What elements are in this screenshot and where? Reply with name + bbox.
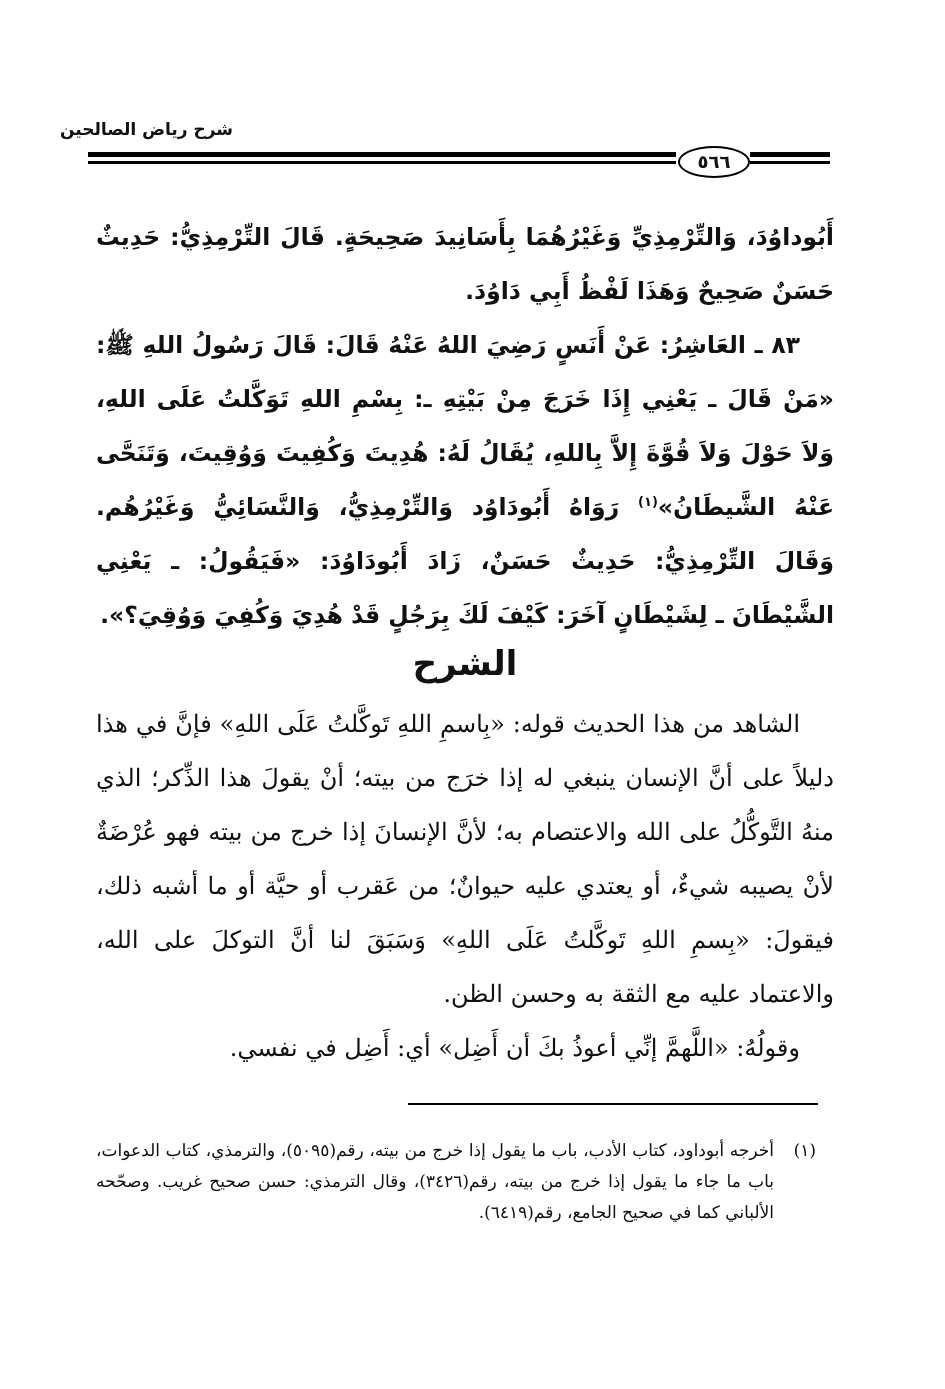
section-heading: الشرح bbox=[412, 644, 518, 684]
hadith-text-block bbox=[96, 210, 834, 642]
footnote-separator bbox=[408, 1103, 818, 1105]
hadith-paragraph bbox=[96, 318, 834, 642]
footnote-item bbox=[96, 1136, 816, 1229]
running-header-title: شرح رياض الصالحين bbox=[59, 120, 233, 140]
hadith-paragraph: أَبُوداوُدَ، وَالتِّرْمِذِيِّ وَغَيْرُهُمَا بِأَسَانِيدَ صَحِيحَةٍ. قَالَ التِّرْمِذِيُّ: حَدِيثٌ حَسَنٌ صَحِيحٌ وَهَذَا لَفْظُ أَبِي دَاوُدَ. bbox=[96, 223, 834, 305]
header-rule-right bbox=[750, 152, 830, 168]
hadith-text: رَوَاهُ أَبُودَاوُد وَالتِّرْمِذِيُّ، وَالنَّسَائِيُّ وَغَيْرُهُم. وَقَالَ التِّرْمِذِيُّ: حَدِيثٌ حَسَنٌ، زَادَ أَبُودَاوُدَ: «فَيَقُولُ: ـ يَعْنِي الشَّيْطَانَ ـ لِشَيْطَانٍ آخَرَ: كَيْفَ لَكَ بِرَجُلٍ قَدْ هُدِيَ وَكُفِيَ وَوُقِيَ؟». bbox=[96, 493, 834, 629]
commentary-text-block bbox=[96, 697, 834, 1075]
header-rule bbox=[88, 146, 830, 176]
commentary-paragraph: الشاهد من هذا الحديث قوله: «بِاسمِ اللهِ تَوكَّلتُ عَلَى اللهِ» فإنَّ في هذا دليلاً على أنَّ الإنسان ينبغي له إذا خرَج من بيته؛ أنْ يقولَ هذا الذِّكر؛ الذي منهُ التَّوكُّلُ على الله والاعتصام به؛ لأنَّ الإنسانَ إذا خرج من بيته فهو عُرْضَةٌ لأنْ يصيبه شيءٌ، أو يعتدي عليه حيوانٌ؛ من عَقرب أو حيَّة أو ما أشبه ذلك، فيقولَ: «بِسمِ اللهِ تَوكَّلتُ عَلَى اللهِ» وَسَبَقَ لنا أنَّ التوكلَ على الله، والاعتماد عليه مع الثقة به وحسن الظن. bbox=[96, 710, 834, 1008]
hadith-text: ٨٣ ـ العَاشِرُ: عَنْ أَنَسٍ رَضِيَ اللهُ عَنْهُ قَالَ: قَالَ رَسُولُ اللهِ ﷺ: «مَنْ قَالَ ـ يَعْنِي إِذَا خَرَجَ مِنْ بَيْتِهِ ـ: بِسْمِ اللهِ تَوَكَّلتُ عَلَى اللهِ، وَلاَ حَوْلَ وَلاَ قُوَّةَ إِلاَّ بِاللهِ، يُقَالُ لَهُ: هُدِيتَ وَكُفِيتَ وَوُقِيتَ، وَتَنَحَّى عَنْهُ الشَّيطَانُ» bbox=[96, 331, 834, 521]
page-number-badge: ٥٦٦ bbox=[678, 146, 750, 178]
footnote-text: أخرجه أبوداود، كتاب الأدب، باب ما يقول إذا خرج من بيته، رقم(٥٠٩٥)، والترمذي، كتاب الدعوات، باب ما جاء ما يقول إذا خرج من بيته، رقم(٣٤٢٦)، وقال الترمذي: حسن صحيح غريب. وصحّحه الألباني كما في صحيح الجامع، رقم(٦٤١٩). bbox=[96, 1141, 775, 1223]
commentary-paragraph: وقولُهُ: «اللَّهمَّ إنِّي أعوذُ بكَ أن أَضِل» أي: أَضِل في نفسي. bbox=[229, 1034, 800, 1062]
footnote-number: (١) bbox=[793, 1141, 816, 1161]
footnote-reference[interactable]: (١) bbox=[638, 495, 658, 511]
header-rule-left bbox=[88, 152, 676, 168]
